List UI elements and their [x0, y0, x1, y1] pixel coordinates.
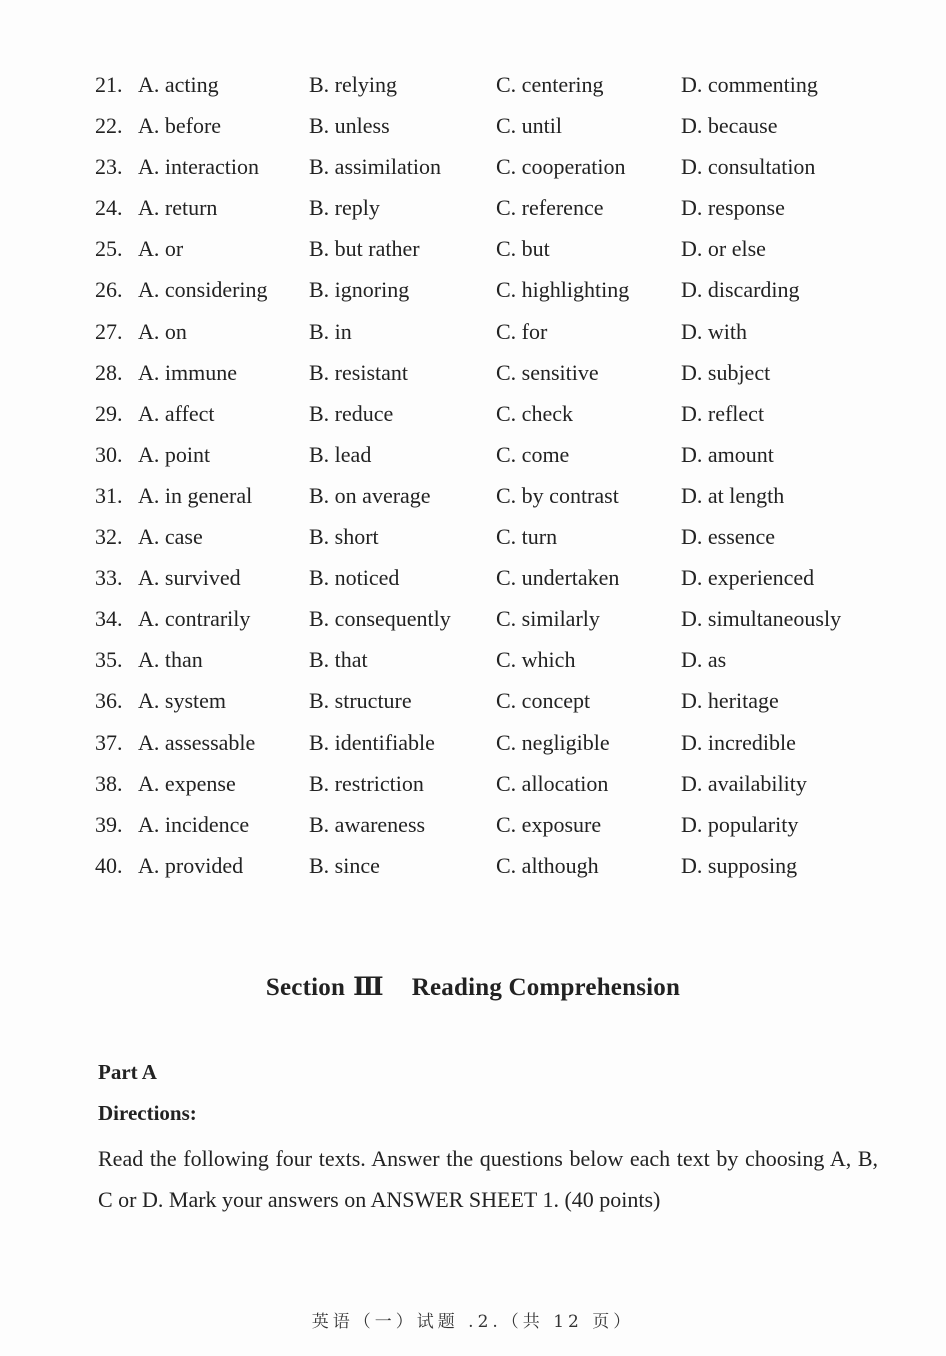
option-d: D. commenting: [681, 72, 818, 97]
option-a: A. return: [138, 195, 218, 221]
option-a: A. before: [138, 113, 222, 139]
option-c: C. similarly: [496, 606, 600, 632]
question-number: 26.: [95, 277, 123, 303]
question-number: 27.: [95, 318, 123, 344]
option-d: D. consultation: [681, 154, 816, 180]
option-a: A. expense: [138, 770, 236, 796]
question-number: 32.: [95, 524, 123, 550]
option-d: D. as: [681, 647, 727, 673]
question-number: 29.: [95, 400, 123, 426]
option-d: D. simultaneously: [681, 606, 842, 632]
option-d: D. incredible: [681, 729, 796, 755]
option-a: A. point: [138, 441, 211, 467]
question-number: 22.: [95, 113, 123, 139]
option-b: B. noticed: [309, 565, 400, 591]
question-number: 28.: [95, 359, 123, 385]
option-b: B. in: [309, 318, 352, 344]
question-number: 35.: [95, 647, 123, 673]
option-b: B. that: [309, 647, 368, 673]
option-c: C. centering: [496, 72, 604, 97]
option-a: A. in general: [138, 482, 253, 508]
option-d: D. amount: [681, 441, 774, 467]
option-d: D. with: [681, 318, 747, 344]
question-row: [95, 187, 885, 228]
option-a: A. considering: [138, 277, 268, 303]
option-b: B. consequently: [309, 606, 451, 632]
directions-label: Directions:: [98, 1101, 197, 1125]
question-row: [95, 475, 885, 516]
question-row: [95, 557, 885, 598]
option-c: C. come: [496, 441, 570, 467]
section-label: Section: [265, 974, 346, 1001]
option-b: B. but rather: [309, 236, 420, 262]
question-number: 21.: [95, 72, 123, 97]
option-b: B. resistant: [309, 359, 408, 385]
cloze-options-table: [95, 64, 885, 886]
question-row: [95, 763, 885, 804]
part-title: Part A: [98, 1060, 157, 1084]
option-b: B. awareness: [309, 811, 426, 837]
question-row: [95, 598, 885, 639]
option-d: D. reflect: [681, 400, 765, 426]
option-a: A. interaction: [138, 154, 259, 180]
option-b: B. assimilation: [309, 154, 441, 180]
question-number: 34.: [95, 606, 123, 632]
option-a: A. contrarily: [138, 606, 251, 632]
question-number: 31.: [95, 482, 123, 508]
option-b: B. on average: [309, 482, 431, 508]
option-c: C. allocation: [496, 770, 609, 796]
question-row: [95, 845, 885, 886]
question-row: [95, 680, 885, 721]
option-c: C. by contrast: [496, 482, 619, 508]
question-number: 23.: [95, 154, 123, 180]
option-a: A. than: [138, 647, 203, 673]
option-b: B. identifiable: [309, 729, 435, 755]
option-c: C. turn: [496, 524, 558, 550]
option-b: B. reduce: [309, 400, 394, 426]
question-row: [95, 64, 885, 105]
question-row: [95, 722, 885, 763]
question-number: 39.: [95, 811, 123, 837]
option-d: D. because: [681, 113, 778, 139]
option-a: A. incidence: [138, 811, 250, 837]
question-number: 38.: [95, 770, 123, 796]
question-row: [95, 228, 885, 269]
option-b: B. restriction: [309, 770, 424, 796]
option-d: D. experienced: [681, 565, 815, 591]
option-c: C. reference: [496, 195, 604, 221]
option-a: A. or: [138, 236, 184, 262]
section-title-text: Reading Comprehension: [411, 974, 681, 1001]
question-row: [95, 434, 885, 475]
option-c: C. although: [496, 852, 599, 878]
option-c: C. negligible: [496, 729, 610, 755]
section-number: Ⅲ: [353, 974, 384, 1001]
option-a: A. survived: [138, 565, 241, 591]
option-a: A. immune: [138, 359, 237, 385]
question-number: 24.: [95, 195, 123, 221]
section-heading: [0, 972, 946, 1002]
option-a: A. provided: [138, 852, 244, 878]
option-a: A. on: [138, 318, 187, 344]
question-row: [95, 393, 885, 434]
option-a: A. affect: [138, 400, 215, 426]
question-number: 30.: [95, 441, 123, 467]
option-d: D. availability: [681, 770, 807, 796]
question-number: 36.: [95, 688, 123, 714]
option-c: C. undertaken: [496, 565, 620, 591]
option-d: D. or else: [681, 236, 766, 262]
question-row: [95, 639, 885, 680]
option-d: D. popularity: [681, 811, 799, 837]
option-c: C. concept: [496, 688, 591, 714]
option-b: B. lead: [309, 441, 372, 467]
option-d: D. discarding: [681, 277, 800, 303]
option-a: A. system: [138, 688, 226, 714]
question-number: 33.: [95, 565, 123, 591]
option-b: B. short: [309, 524, 379, 550]
question-row: [95, 804, 885, 845]
option-c: C. highlighting: [496, 277, 630, 303]
option-c: C. but: [496, 236, 550, 262]
option-b: B. unless: [309, 113, 390, 139]
option-a: A. acting: [138, 72, 219, 97]
question-row: [95, 311, 885, 352]
option-d: D. essence: [681, 524, 776, 550]
option-b: B. structure: [309, 688, 412, 714]
option-d: D. subject: [681, 359, 771, 385]
option-d: D. at length: [681, 482, 785, 508]
question-number: 25.: [95, 236, 123, 262]
question-row: [95, 105, 885, 146]
option-c: C. which: [496, 647, 576, 673]
question-number: 37.: [95, 729, 123, 755]
option-c: C. check: [496, 400, 573, 426]
option-b: B. since: [309, 852, 380, 878]
question-row: [95, 516, 885, 557]
option-d: D. heritage: [681, 688, 779, 714]
option-a: A. case: [138, 524, 203, 550]
question-number: 40.: [95, 852, 123, 878]
question-row: [95, 352, 885, 393]
directions-text: Read the following four texts. Answer the questions below each text by choosing A, B, C or D. Mark your answers on ANSWER SHEET 1. (40 points): [98, 1146, 878, 1212]
option-d: D. response: [681, 195, 785, 221]
option-a: A. assessable: [138, 729, 256, 755]
option-c: C. until: [496, 113, 563, 139]
option-b: B. ignoring: [309, 277, 410, 303]
option-c: C. cooperation: [496, 154, 626, 180]
option-c: C. for: [496, 318, 548, 344]
option-c: C. sensitive: [496, 359, 599, 385]
option-d: D. supposing: [681, 852, 798, 878]
option-c: C. exposure: [496, 811, 602, 837]
question-row: [95, 269, 885, 310]
page-footer: 英语（一）试题 .2.（共 12 页）: [311, 1312, 635, 1332]
option-b: B. relying: [309, 72, 397, 97]
question-row: [95, 146, 885, 187]
option-b: B. reply: [309, 195, 380, 221]
